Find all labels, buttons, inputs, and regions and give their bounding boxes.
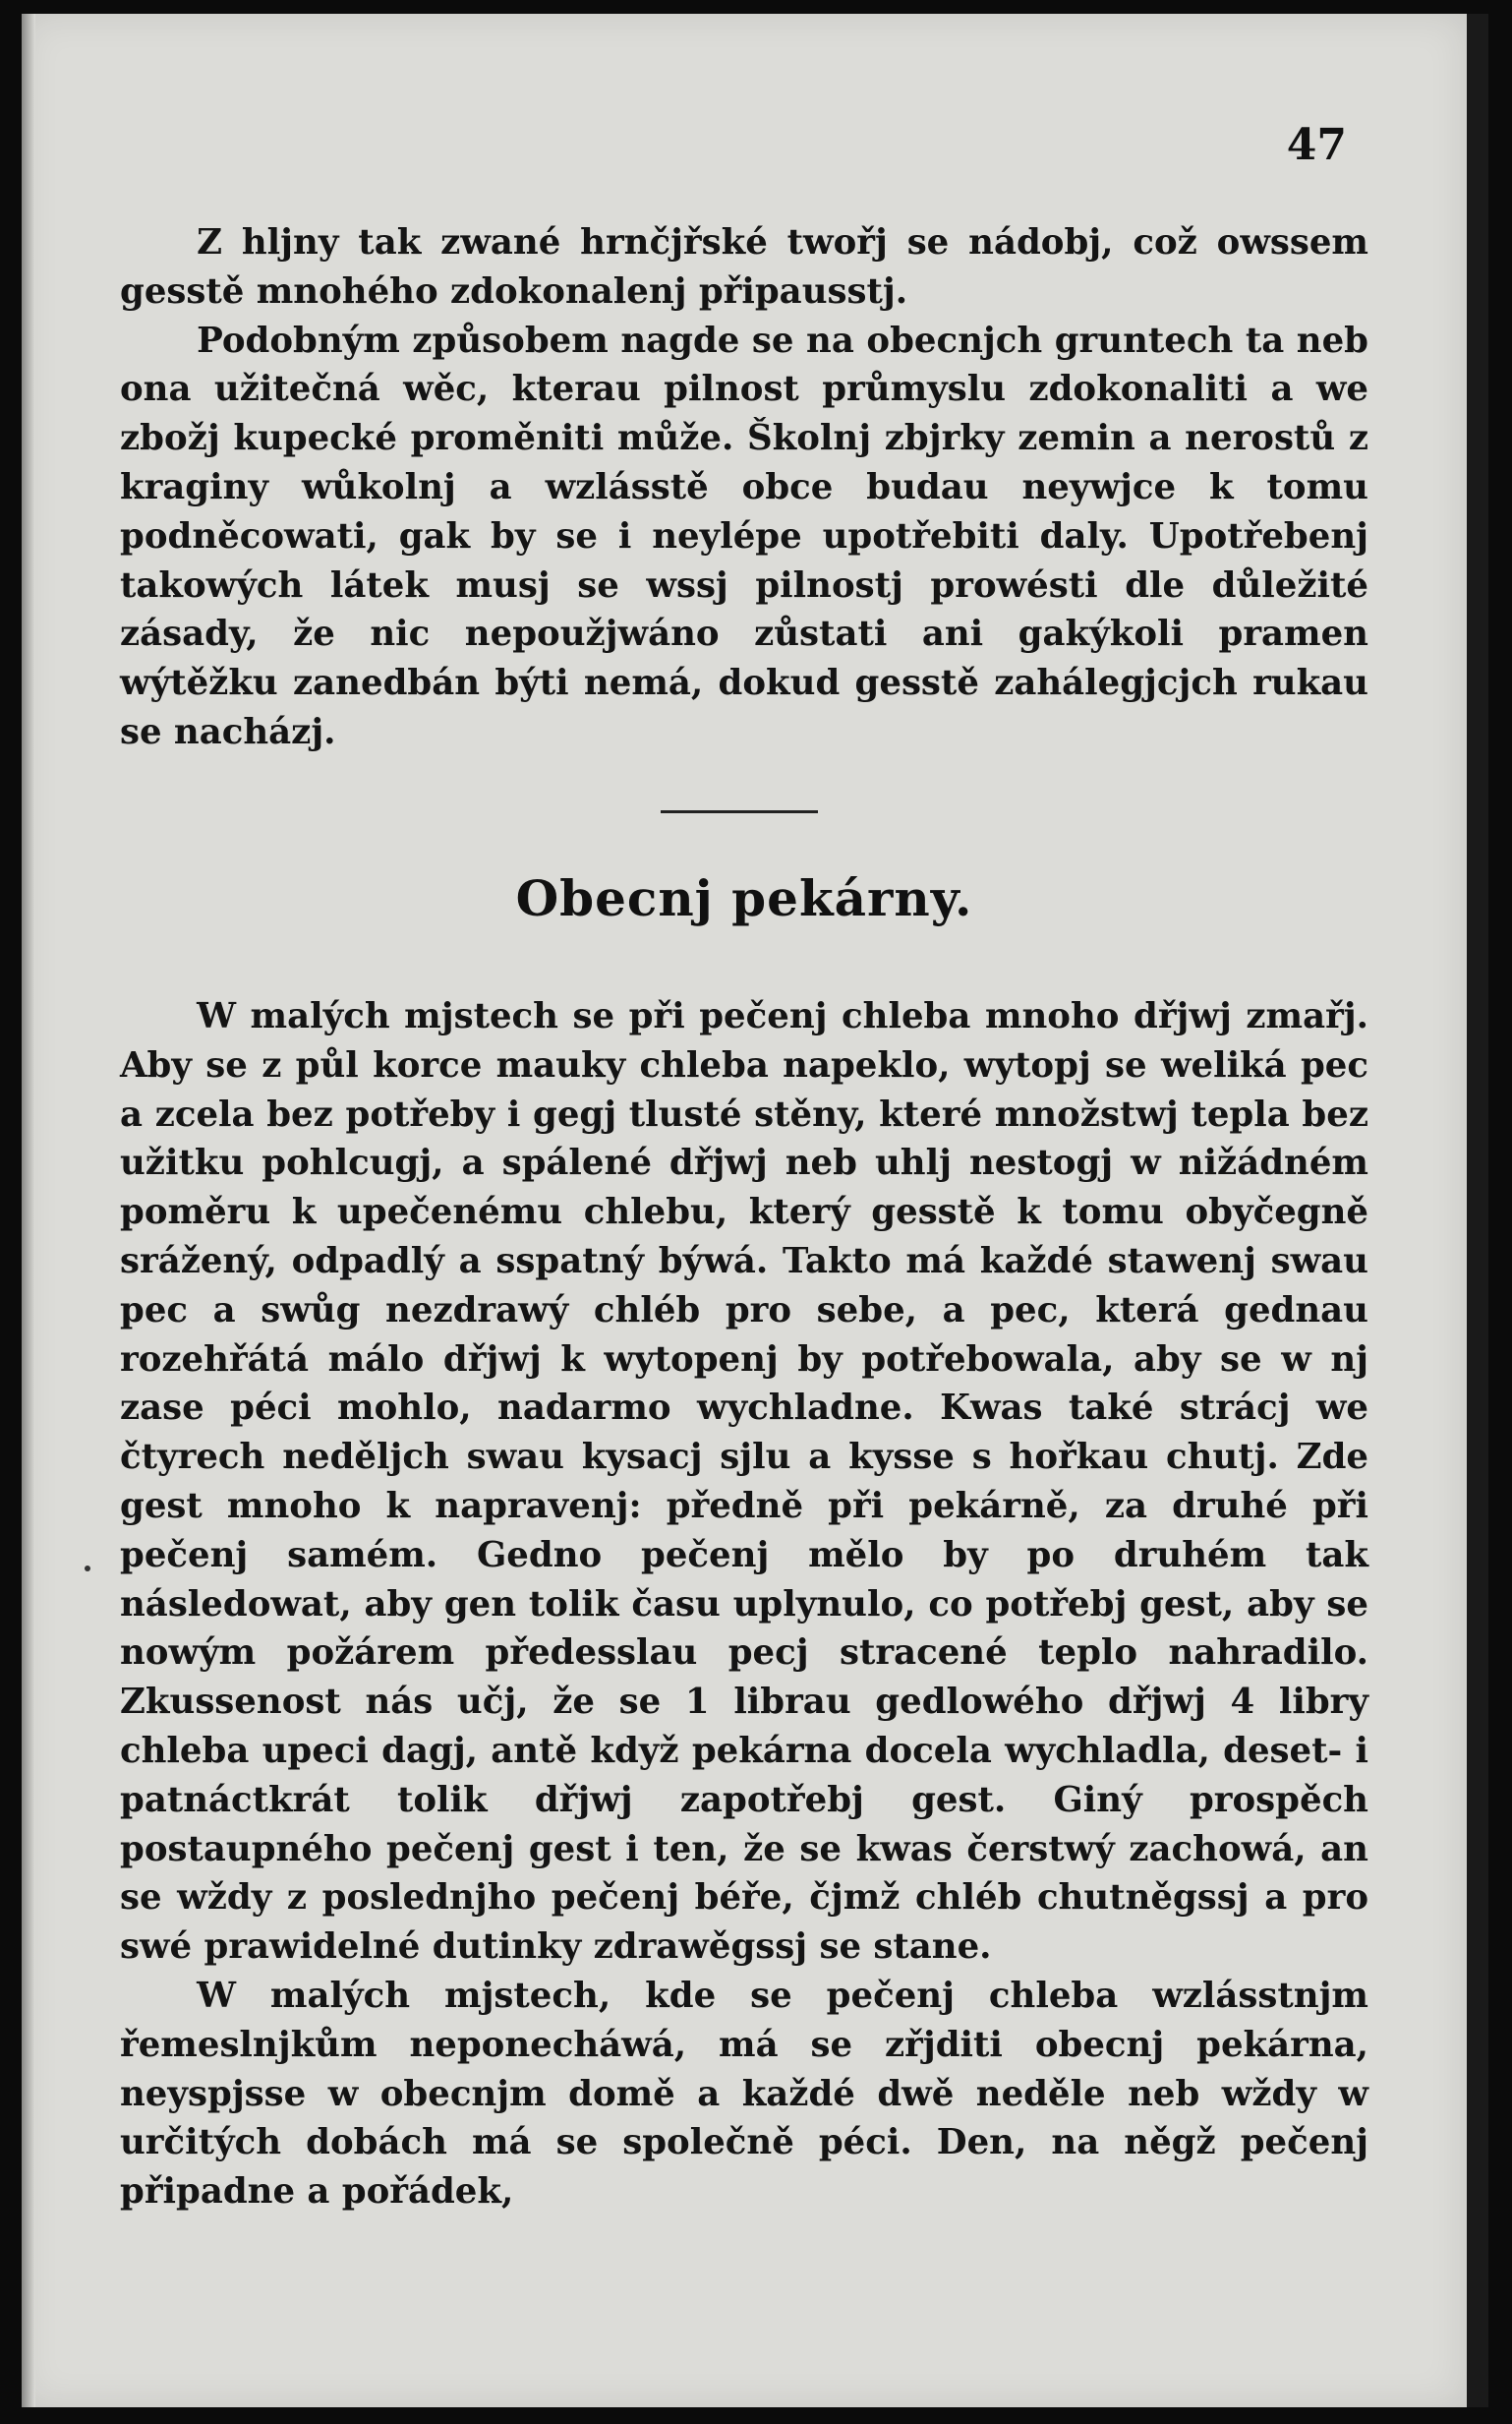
page-gutter-shadow xyxy=(22,14,35,2407)
paragraph: W malých mjstech se při pečenj chleba mnoho dřjwj zmařj. Aby se z půl korce mauky chleba napeklo, wytopj se weliká pec a zcela bez potřeby i gegj tlusté stěny, které množstwj tepla bez užitku pohlcugj, a spálené dřjwj neb uhlj nestogj w nižádném poměru k upečenému chlebu, který gesstě k tomu obyčegně srážený, odpadlý a sspatný býwá. Takto má každé stawenj swau pec a swůg nezdrawý chléb pro sebe, a pec, která gednau rozehřátá málo dřjwj k wytopenj by potřebowala, aby se w nj zase péci mohlo, nadarmo wychladne. Kwas také strácj we čtyrech neděljch swau kysacj sjlu a kysse s hořkau chutj. Zde gest mnoho k napravenj: předně při pekárně, za druhé při pečenj samém. Gedno pečenj mělo by po druhém tak následowat, aby gen tolik času uplynulo, co potřebj gest, aby se nowým požárem předesslau pecj stracené teplo nahradilo. Zkussenost nás učj, že se 1 librau gedlowého dřjwj 4 libry chleba upeci dagj, antě když pekárna docela wychladla, deset- i patnáctkrát tolik dřjwj zapotřebj gest. Giný prospěch postaupného pečenj gest i ten, že se kwas čerstwý zachowá, an se wždy z poslednjho pečenj béře, čjmž chléb chutněgssj a pro swé prawidelné dutinky zdrawěgssj se stane. xyxy=(120,996,1368,1968)
section-title: Obecnj pekárny. xyxy=(515,869,973,927)
section-text xyxy=(120,992,1368,2217)
paper-speck xyxy=(85,1566,90,1571)
paragraph: Podobným způsobem nagde se na obecnjch gruntech ta neb ona užitečná wěc, kterau pilnost průmyslu zdokonaliti a we zbožj kupecké proměniti může. Školnj zbjrky zemin a nerostů z kraginy wůkolnj a wzlásstě obce budau neywjce k tomu podněcowati, gak by se i neylépe upotřebiti daly. Upotřebenj takowých látek musj se wssj pilnostj prowésti dle důležité zásady, že nic nepoužjwáno zůstati ani gakýkoli pramen wýtěžku zanedbán býti nemá, dokud gesstě zahálegjcjch rukau se nacházj. xyxy=(120,320,1368,752)
page-number: 47 xyxy=(1286,120,1347,170)
scan-edge xyxy=(1467,14,1488,2407)
book-page xyxy=(22,14,1467,2407)
paragraph: Z hljny tak zwané hrnčjřské twořj se nádobj, což owssem gesstě mnohého zdokonalenj připausstj. xyxy=(120,222,1368,312)
paragraph: W malých mjstech, kde se pečenj chleba wzlásstnjm řemeslnjkům neponecháwá, má se zřjditi obecnj pekárna, neyspjsse w obecnjm domě a každé dwě neděle neb wždy w určitých dobách má se společně péci. Den, na něgž pečenj připadne a pořádek, xyxy=(120,1975,1368,2213)
section-divider xyxy=(661,810,818,813)
intro-text xyxy=(120,218,1368,757)
